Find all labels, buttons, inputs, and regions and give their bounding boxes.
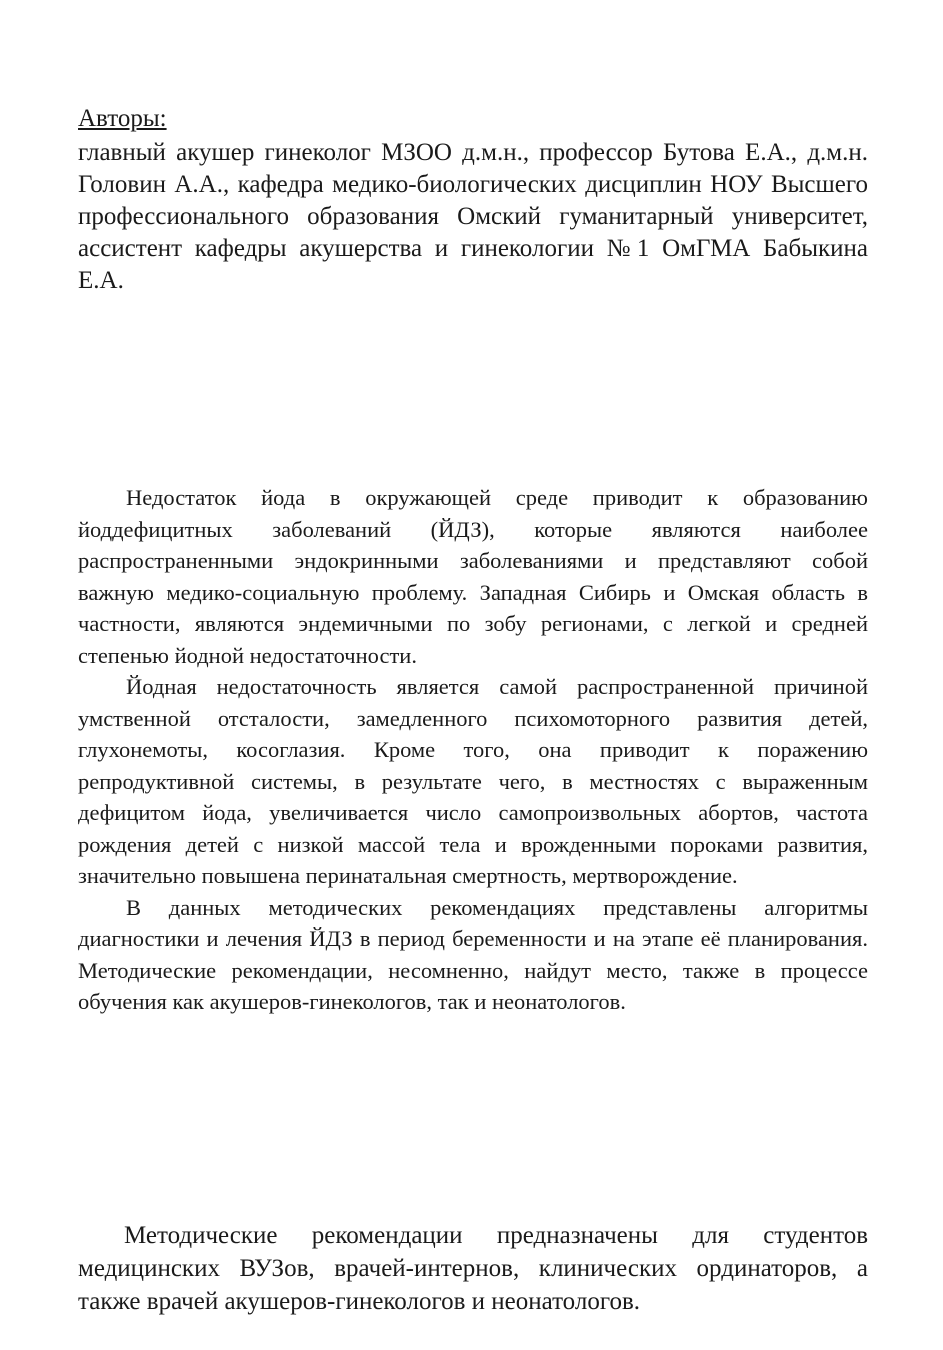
authors-text: главный акушер гинеколог МЗОО д.м.н., профессор Бутова Е.А., д.м.н. Головин А.А., кафедра медико-биологических дисциплин НОУ Высшего профессионального образования Омский гуманитарный университет, ассистент кафедры акушерства и гинекологии №1 ОмГМА Бабыкина Е.А. (78, 139, 868, 294)
abstract-paragraph-1: Недостаток йода в окружающей среде приводит к образованию йоддефицитных заболеваний (ЙДЗ), которые являются наиболее распространенными эндокринными заболеваниями и представляют собой важную медико-социальную проблему. Западная Сибирь и Омская область в частности, являются эндемичными по зобу регионами, с легкой и средней степенью йодной недостаточности. (78, 485, 868, 668)
abstract-paragraph-3: В данных методических рекомендациях представлены алгоритмы диагностики и лечения ЙДЗ в период беременности и на этапе её планирования. Методические рекомендации, несомненно, найдут место, также в процессе обучения как акушеров-гинекологов, так и неонатологов. (78, 894, 868, 1014)
audience-note: Методические рекомендации предназначены для студентов медицинских ВУЗов, врачей-интернов, клинических ординаторов, а также врачей акушеров-гинекологов и неонатологов. (78, 1222, 868, 1315)
abstract-section (78, 482, 868, 1018)
authors-label: Авторы: (78, 105, 167, 132)
abstract-paragraph-2: Йодная недостаточность является самой распространенной причиной умственной отсталости, замедленного психомоторного развития детей, глухонемоты, косоглазия. Кроме того, она приводит к поражению репродуктивной системы, в результате чего, в местностях с выраженным дефицитом йода, увеличивается число самопроизвольных абортов, частота рождения детей с низкой массой тела и врожденными пороками развития, значительно повышена перинатальная смертность, мертворождение. (78, 674, 868, 888)
